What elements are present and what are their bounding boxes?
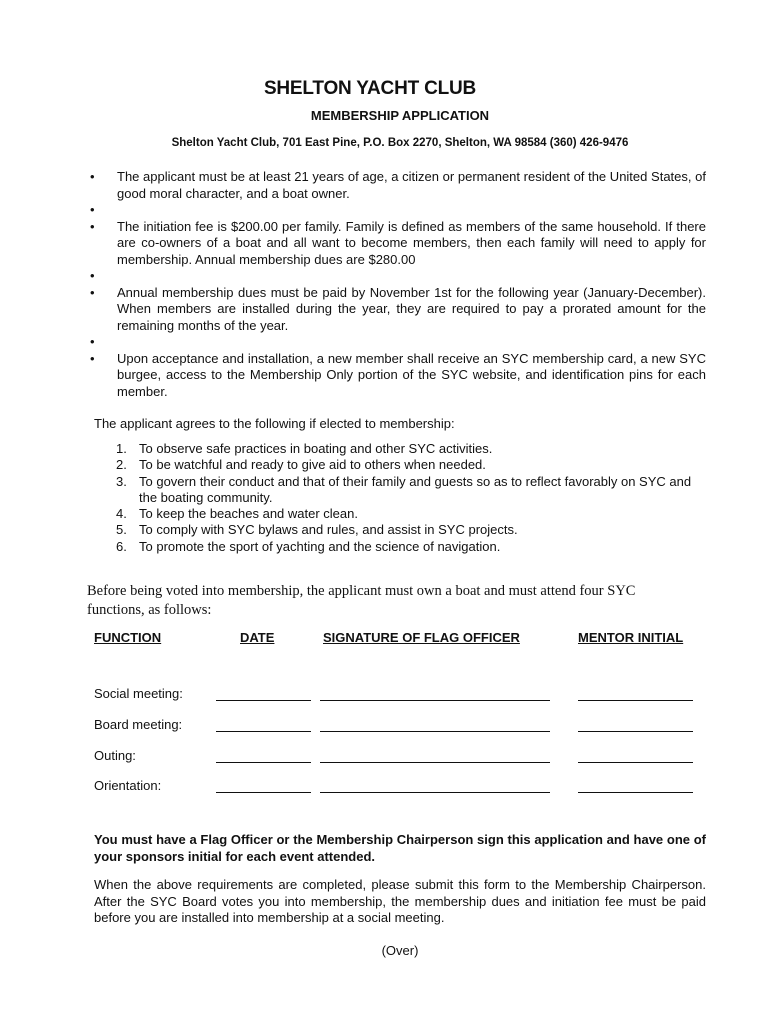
club-title: SHELTON YACHT CLUB — [263, 78, 477, 99]
agreement-item: 2. To be watchful and ready to give aid to others when needed. — [116, 457, 486, 473]
date-field[interactable] — [216, 700, 311, 701]
club-address: Shelton Yacht Club, 701 East Pine, P.O. Box 2270, Shelton, WA 98584 (360) 426-9476 — [171, 137, 629, 149]
agreement-item: 4. To keep the beaches and water clean. — [116, 506, 358, 522]
signature-field[interactable] — [320, 792, 550, 793]
page-turn-note: (Over) — [381, 943, 419, 958]
mentor-initial-field[interactable] — [578, 792, 693, 793]
requirement-item: • Upon acceptance and installation, a new member shall receive an SYC membership card, a new SYC burgee, access to the Membership Only portion of the SYC website, and identification pins for each member. — [90, 351, 706, 401]
mentor-column-header: MENTOR INITIAL — [578, 630, 684, 645]
date-field[interactable] — [216, 792, 311, 793]
date-column-header: DATE — [240, 630, 275, 645]
agreement-item: 3. To govern their conduct and that of their family and guests so as to reflect favorably on SYC and the boating community. — [116, 473, 692, 505]
empty-bullet — [90, 334, 706, 351]
submission-instructions: When the above requirements are completed, please submit this form to the Membership Chairperson. After the SYC Board votes you into membership, the membership dues and initiation fee must be paid before you are installed into membership at a social meeting. — [94, 877, 706, 925]
mentor-initial-field[interactable] — [578, 762, 693, 763]
signature-field[interactable] — [320, 731, 550, 732]
functions-intro: Before being voted into membership, the applicant must own a boat and must attend four SYC functions, as follows: — [87, 583, 636, 618]
agreement-item: 6. To promote the sport of yachting and the science of navigation. — [116, 538, 501, 554]
signature-field[interactable] — [320, 700, 550, 701]
requirement-item: • The applicant must be at least 21 years of age, a citizen or permanent resident of the United States, of good moral character, and a boat owner. — [90, 169, 706, 202]
function-row-label: Outing: — [94, 748, 136, 763]
mentor-initial-field[interactable] — [578, 731, 693, 732]
mentor-initial-field[interactable] — [578, 700, 693, 701]
date-field[interactable] — [216, 762, 311, 763]
empty-bullet — [90, 268, 706, 285]
agreement-item: 5. To comply with SYC bylaws and rules, and assist in SYC projects. — [116, 522, 518, 538]
function-row-label: Orientation: — [94, 778, 162, 793]
signature-column-header: SIGNATURE OF FLAG OFFICER — [323, 630, 520, 645]
requirement-item: • The initiation fee is $200.00 per family. Family is defined as members of the same household. If there are co-owners of a boat and all want to become members, then each family will need to apply for membership. Annual membership dues are $280.00 — [90, 219, 706, 269]
requirement-item: • Annual membership dues must be paid by November 1st for the following year (January-December). When members are installed during the year, they are required to pay a prorated amount for the remaining months of the year. — [90, 285, 706, 335]
signature-notice: You must have a Flag Officer or the Membership Chairperson sign this application and have one of your sponsors initial for each event attended. — [94, 832, 706, 864]
agreement-item: 1. To observe safe practices in boating and other SYC activities. — [116, 441, 493, 456]
agreement-intro: The applicant agrees to the following if elected to membership: — [94, 416, 455, 431]
function-row-label: Social meeting: — [94, 686, 183, 701]
function-column-header: FUNCTION — [94, 630, 162, 645]
requirements-list — [90, 169, 706, 400]
agreement-list — [116, 441, 706, 555]
date-field[interactable] — [216, 731, 311, 732]
empty-bullet — [90, 202, 706, 219]
signature-field[interactable] — [320, 762, 550, 763]
form-subtitle: MEMBERSHIP APPLICATION — [310, 108, 490, 123]
function-row-label: Board meeting: — [94, 717, 183, 732]
